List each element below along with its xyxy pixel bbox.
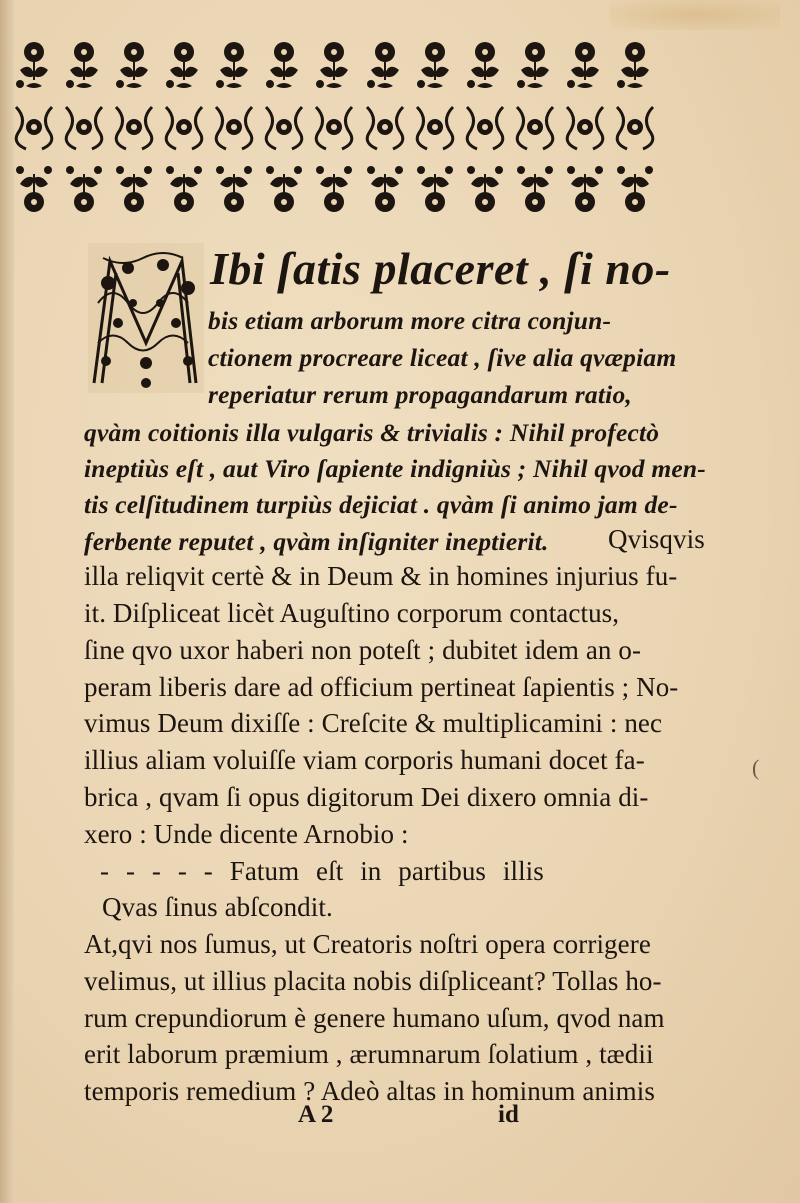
roman-line-5: peram liberis dare ad officium pertineat ſapientis ; No- xyxy=(84,672,679,702)
verse-line-2: Qvas ſinus abſcondit. xyxy=(102,892,333,922)
italic-line-4: qvàm coitionis illa vulgaris & trivialis : Nihil profectò xyxy=(84,418,660,447)
closing-line-4: erit laborum præmium , ærumnarum ſolatium , tædii xyxy=(84,1039,654,1069)
italic-line-2: ctionem procreare liceat , ſive alia qvæpiam xyxy=(208,343,677,372)
floral-ornament-icon xyxy=(262,101,306,158)
floral-ornament-icon xyxy=(413,101,457,158)
roman-line-start: Qvisqvis xyxy=(608,524,705,554)
floral-ornament-icon xyxy=(12,40,56,97)
closing-line-3: rum crepundiorum è genere humano uſum, qvod nam xyxy=(84,1003,665,1033)
roman-line-3: it. Diſpliceat licèt Auguſtino corporum contactus, xyxy=(84,598,620,628)
closing-line-5: temporis remedium ? Adeò altas in hominum animis xyxy=(84,1076,655,1106)
margin-mark: ( xyxy=(752,755,760,780)
roman-line-2: illa reliqvit certè & in Deum & in homines injurius fu- xyxy=(84,561,678,591)
floral-ornament-icon xyxy=(112,40,156,97)
floral-ornament-icon xyxy=(613,40,657,97)
floral-ornament-icon xyxy=(363,40,407,97)
italic-line-5: ineptiùs eſt , aut Viro ſapiente indigniùs ; Nihil qvod men- xyxy=(84,454,706,483)
floral-ornament-icon xyxy=(413,40,457,97)
floral-ornament-icon xyxy=(262,40,306,97)
floral-ornament-icon xyxy=(262,162,306,219)
roman-line-8: brica , qvam ſi opus digitorum Dei dixero omnia di- xyxy=(84,782,649,812)
floral-ornament-icon xyxy=(212,40,256,97)
floral-ornament-icon xyxy=(463,101,507,158)
floral-ornament-icon xyxy=(112,162,156,219)
decorated-initial xyxy=(88,243,204,393)
roman-line-9: xero : Unde dicente Arnobio : xyxy=(84,819,409,849)
floral-ornament-icon xyxy=(613,162,657,219)
floral-ornament-icon xyxy=(363,101,407,158)
floral-ornament-icon xyxy=(62,162,106,219)
ornament-row-rosettes xyxy=(12,101,657,158)
roman-line-4: ſine qvo uxor haberi non poteſt ; dubitet idem an o- xyxy=(84,635,642,665)
floral-ornament-icon xyxy=(312,101,356,158)
floral-ornament-icon xyxy=(413,162,457,219)
floral-ornament-icon xyxy=(12,101,56,158)
floral-ornament-icon xyxy=(363,162,407,219)
italic-line-1: bis etiam arborum more citra conjun- xyxy=(208,306,612,335)
floral-ornament-icon xyxy=(312,162,356,219)
roman-line-7: illius aliam voluiſſe viam corporis humani docet fa- xyxy=(84,745,645,775)
floral-ornament-icon xyxy=(212,101,256,158)
italic-line-3: reperiatur rerum propagandarum ratio, xyxy=(208,380,632,409)
floral-ornament-icon xyxy=(162,40,206,97)
decorated-initial-m-icon xyxy=(88,243,204,393)
ornament-row-flowers xyxy=(12,40,657,97)
floral-ornament-icon xyxy=(162,101,206,158)
closing-line-2: velimus, ut illius placita nobis diſpliceant? Tollas ho- xyxy=(84,966,662,996)
floral-ornament-icon xyxy=(563,101,607,158)
header-ornament-band xyxy=(12,40,657,205)
floral-ornament-icon xyxy=(162,162,206,219)
paper-stain xyxy=(610,0,780,30)
floral-ornament-icon xyxy=(563,40,607,97)
floral-ornament-icon xyxy=(613,101,657,158)
floral-ornament-icon xyxy=(563,162,607,219)
floral-ornament-icon xyxy=(12,162,56,219)
floral-ornament-icon xyxy=(463,40,507,97)
heading-line: Ibi ſatis placeret , ſi no- xyxy=(210,243,671,294)
floral-ornament-icon xyxy=(62,40,106,97)
signature-mark: A 2 xyxy=(298,1101,334,1128)
ornament-row-inverted-flowers xyxy=(12,162,657,219)
floral-ornament-icon xyxy=(513,40,557,97)
verse-line-1: - - - - - Fatum eſt in partibus illis xyxy=(100,856,544,886)
floral-ornament-icon xyxy=(463,162,507,219)
closing-line-1: At,qvi nos ſumus, ut Creatoris noſtri opera corrigere xyxy=(84,929,651,959)
floral-ornament-icon xyxy=(312,40,356,97)
floral-ornament-icon xyxy=(62,101,106,158)
floral-ornament-icon xyxy=(513,101,557,158)
floral-ornament-icon xyxy=(112,101,156,158)
catchword: id xyxy=(498,1101,519,1128)
italic-line-6: tis celſitudinem turpiùs dejiciat . qvàm ſi animo jam de- xyxy=(84,490,678,519)
roman-line-6: vimus Deum dixiſſe : Creſcite & multiplicamini : nec xyxy=(84,708,663,738)
floral-ornament-icon xyxy=(513,162,557,219)
floral-ornament-icon xyxy=(212,162,256,219)
italic-line-7: ferbente reputet , qvàm inſigniter ineptierit. xyxy=(84,527,549,556)
